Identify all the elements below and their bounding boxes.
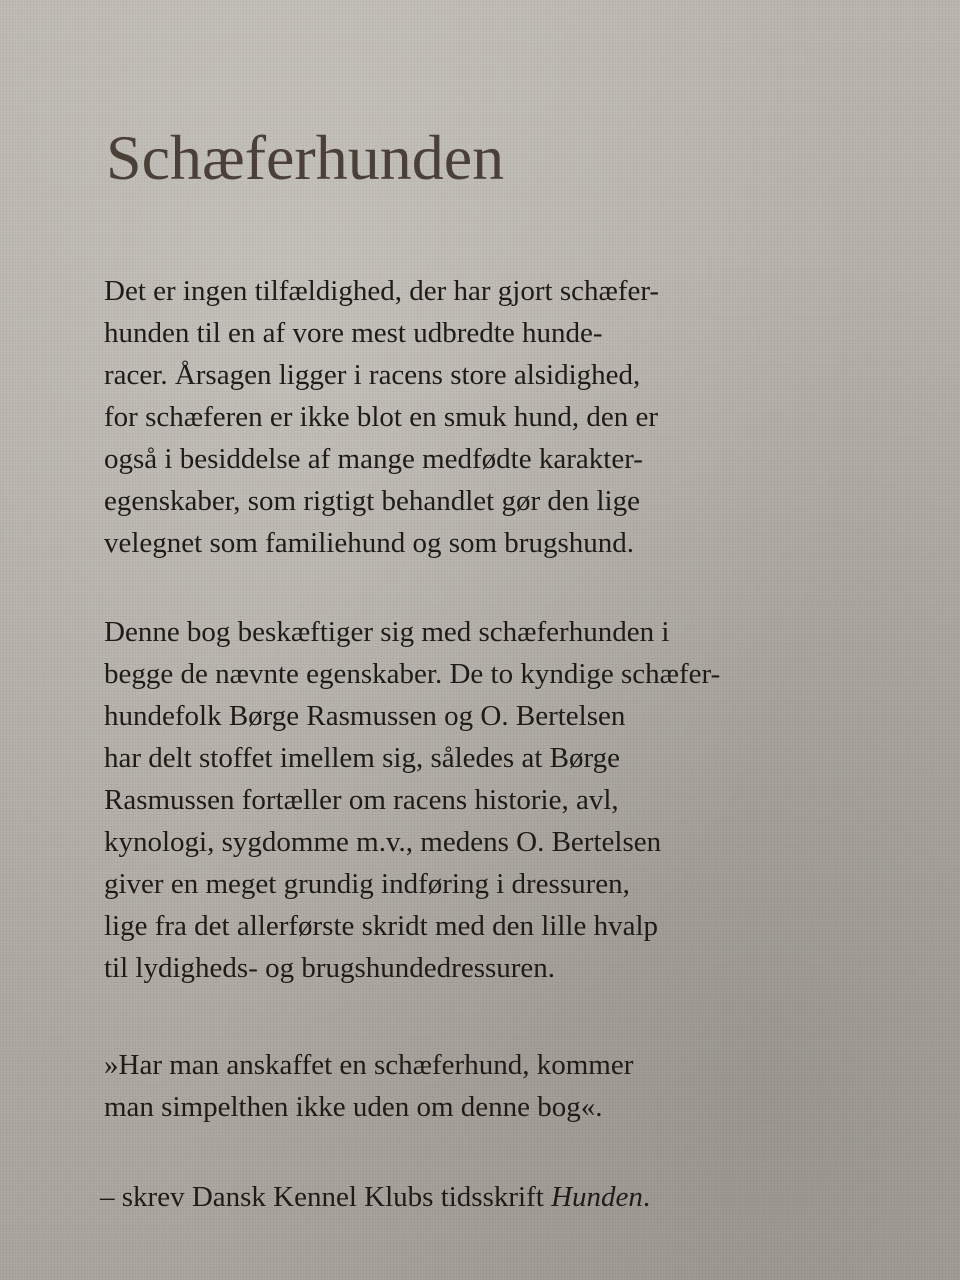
attribution-suffix: . — [642, 1181, 651, 1213]
text-line: har delt stoffet imellem sig, således at Børge — [104, 742, 620, 774]
text-line: racer. Årsagen ligger i racens store alsidighed, — [104, 359, 641, 391]
quote-line: »Har man anskaffet en schæferhund, kommer — [104, 1049, 634, 1081]
text-line: også i besiddelse af mange medfødte karakter- — [104, 443, 643, 475]
text-line: hundefolk Børge Rasmussen og O. Bertelsen — [104, 700, 626, 732]
text-line: Det er ingen tilfældighed, der har gjort schæfer- — [104, 275, 660, 307]
text-line: lige fra det allerførste skridt med den lille hvalp — [104, 910, 659, 942]
text-line: kynologi, sygdomme m.v., medens O. Bertelsen — [104, 826, 662, 858]
attribution-prefix: – skrev Dansk Kennel Klubs tidsskrift — [100, 1181, 552, 1213]
quote-line: man simpelthen ikke uden om denne bog«. — [104, 1091, 603, 1123]
text-line: hunden til en af vore mest udbredte hunde- — [104, 317, 603, 349]
quote-attribution — [100, 1179, 650, 1215]
text-line: for schæferen er ikke blot en smuk hund, den er — [104, 401, 659, 433]
text-line: giver en meget grundig indføring i dressuren, — [104, 868, 630, 900]
text-line: Rasmussen fortæller om racens historie, avl, — [104, 784, 619, 816]
text-line: Denne bog beskæftiger sig med schæferhunden i — [104, 616, 670, 648]
page-title: Schæferhunden — [106, 122, 505, 193]
text-line: begge de nævnte egenskaber. De to kyndige schæfer- — [104, 658, 721, 690]
text-line: egenskaber, som rigtigt behandlet gør den lige — [104, 485, 640, 517]
text-line: velegnet som familiehund og som brugshund. — [104, 527, 634, 559]
text-line: til lydigheds- og brugshundedressuren. — [104, 952, 556, 984]
publication-name: Hunden — [551, 1181, 643, 1213]
